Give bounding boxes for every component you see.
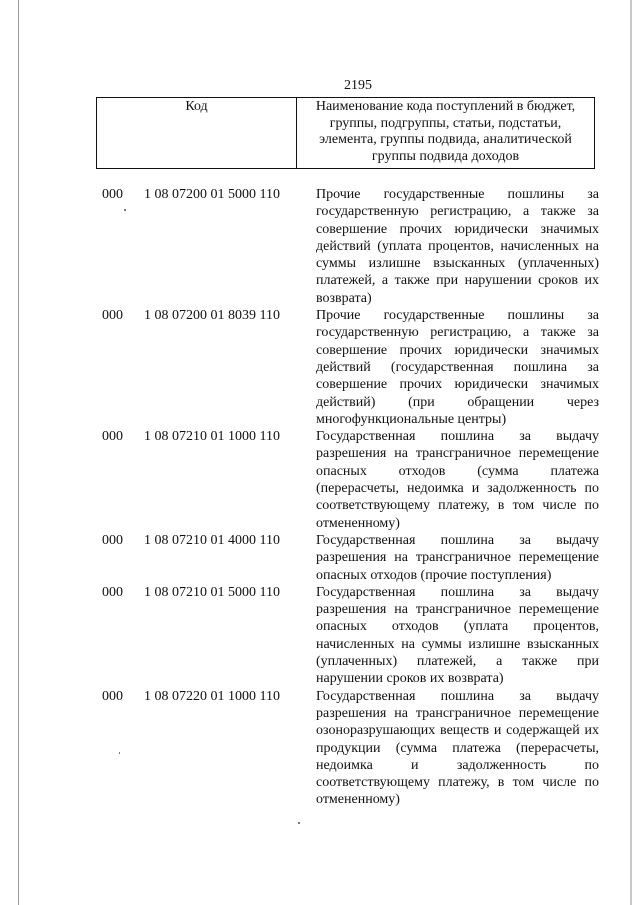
- scan-speck: [119, 752, 120, 754]
- entry-admin-code: 000: [102, 532, 123, 548]
- entry-row: [0, 186, 640, 307]
- scan-speck: [298, 822, 300, 824]
- header-table: [96, 97, 595, 169]
- entry-admin-code: 000: [102, 187, 123, 202]
- entry-description: Государственная пошлина за выдачу разрешения на трансграничное перемещение опасных отходов (прочие поступления): [316, 532, 599, 583]
- entry-admin-code: 000: [102, 308, 123, 324]
- scan-speck: [124, 209, 126, 211]
- header-name-cell: Наименование кода поступлений в бюджет, группы, подгруппы, статьи, подстатьи, элемента, группы подвида, аналитической группы подвида доходов: [315, 99, 576, 164]
- page-number: 2195: [344, 78, 372, 93]
- entry-description: Прочие государственные пошлины за государственную регистрацию, а также за совершение прочих юридически значимых действий (уплата процентов, начисленных на суммы излишне взысканных (уплаченных) платежей, а также при нарушении сроков их возврата): [316, 187, 599, 306]
- entry-admin-code: 000: [102, 429, 123, 445]
- entry-description: Государственная пошлина за выдачу разрешения на трансграничное перемещение опасных отходов (уплата процентов, начисленных на суммы излишне взысканных (уплаченных) платежей, а также при нарушении сроков их возврата): [316, 584, 599, 687]
- entry-budget-code: 1 08 07200 01 5000 110: [144, 187, 280, 202]
- entry-description: Государственная пошлина за выдачу разрешения на трансграничное перемещение опасных отходов (сумма платежа (перерасчеты, недоимка и задолженность по соответствующему платежу, в том числе по отмененному): [316, 429, 599, 531]
- entries-list: [0, 186, 640, 809]
- entry-admin-code: 000: [102, 584, 123, 600]
- entry-description: Государственная пошлина за выдачу разрешения на трансграничное перемещение озоноразрушающих веществ и содержащей их продукции (сумма платежа (перерасчеты, недоимка и задолженность по соответствующему платежу, в том числе по отмененному): [316, 688, 599, 808]
- header-code-cell: Код: [97, 98, 297, 168]
- entry-description: Прочие государственные пошлины за государственную регистрацию, а также за совершение прочих юридически значимых действий (государственная пошлина за совершение прочих юридически значимых действий) (при обращении через многофункциональные центры): [316, 308, 599, 427]
- entry-row: [0, 428, 640, 532]
- entry-admin-code: 000: [102, 688, 123, 704]
- entry-row: [0, 584, 640, 688]
- entry-budget-code: 1 08 07210 01 1000 110: [144, 429, 280, 445]
- entry-budget-code: 1 08 07200 01 8039 110: [144, 308, 280, 324]
- entry-row: [0, 532, 640, 584]
- entry-budget-code: 1 08 07210 01 5000 110: [144, 584, 280, 600]
- entry-budget-code: 1 08 07210 01 4000 110: [144, 532, 280, 548]
- entry-row: [0, 307, 640, 428]
- entry-budget-code: 1 08 07220 01 1000 110: [144, 688, 280, 704]
- entry-row: [0, 688, 640, 809]
